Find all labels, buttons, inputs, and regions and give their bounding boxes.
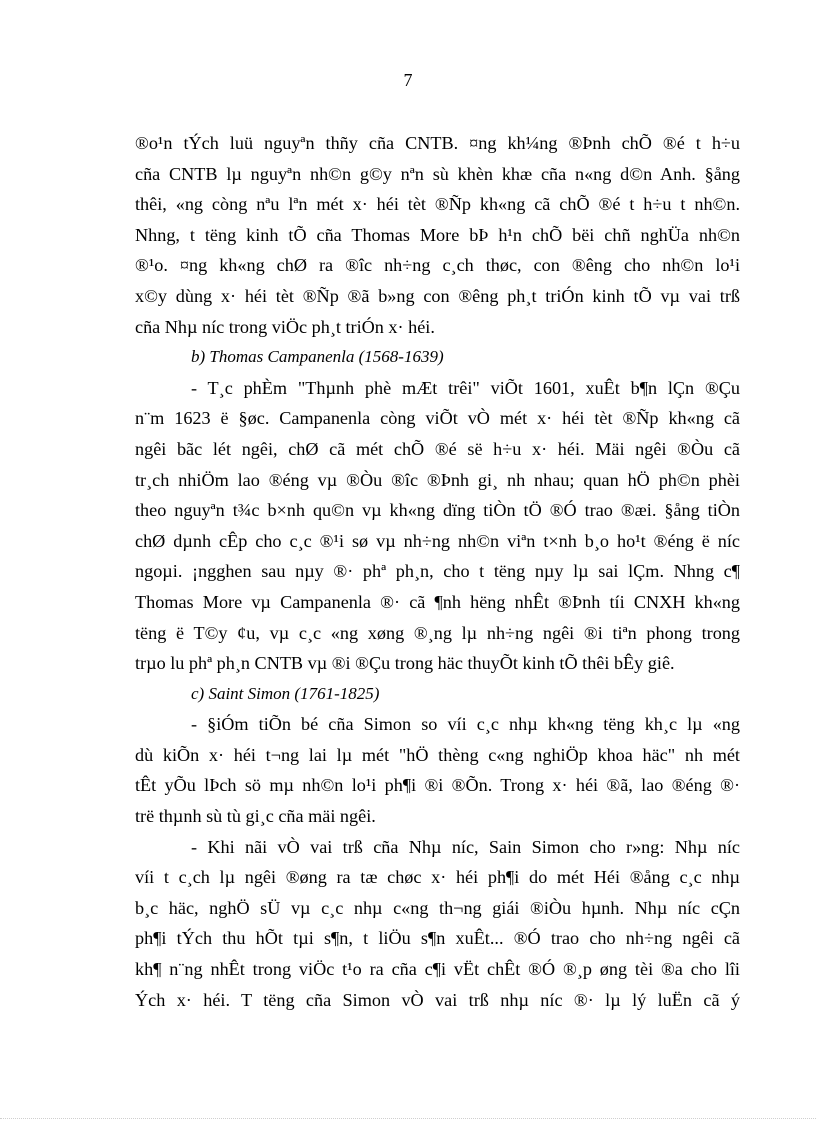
text-line: víi t c¸ch lµ ngêi ®øng ra tæ chøc x· héi ph¶i do mét Héi ®ång c¸c nhµ — [135, 867, 740, 888]
text-line: - §iÓm tiÕn bé cña Simon so víi c¸c nhµ kh«ng tëng kh¸c lµ «ng — [191, 714, 740, 735]
section-heading: b) Thomas Campanenla (1568-1639) — [191, 347, 444, 367]
text-line: chØ dµnh cÊp cho c¸c ®¹i sø vµ nh÷ng nh©n viªn t×nh b¸o ho¹t ®éng ë níc — [135, 530, 740, 551]
page-body — [135, 128, 740, 1015]
text-line: trµo lu phª ph¸n CNTB vµ ®i ®Çu trong häc thuyÕt kinh tÕ thêi bÊy giê. — [135, 653, 675, 674]
text-line: tëng ë T©y ¢u, vµ c¸c «ng xøng ®¸ng lµ nh÷ng ngêi ®i tiªn phong trong — [135, 622, 740, 643]
text-line: cña CNTB lµ nguyªn nh©n g©y nªn sù khèn khæ cña n«ng d©n Anh. §ång — [135, 163, 740, 184]
section-heading: c) Saint Simon (1761-1825) — [191, 683, 380, 703]
text-line: - Khi nãi vÒ vai trß cña Nhµ níc, Sain Simon cho r»ng: Nhµ níc — [191, 836, 740, 857]
text-line: tÊt yÕu lÞch sö mµ nh©n lo¹i ph¶i ®i ®Õn. Trong x· héi ®ã, lao ®éng ®· — [135, 775, 740, 796]
page-bottom-edge — [0, 1118, 816, 1119]
text-line: ph¶i tÝch thu hÕt tµi s¶n, t liÖu s¶n xuÊt... ®Ó trao cho nh÷ng ngêi cã — [135, 928, 740, 949]
text-line: cña Nhµ níc trong viÖc ph¸t triÓn x· héi. — [135, 316, 435, 337]
text-line: ngêi bãc lét ngêi, chØ cã mét chÕ ®é së h÷u x· héi. Mäi ngêi ®Òu cã — [135, 438, 740, 459]
text-line: Thomas More vµ Campanenla ®· cã ¶nh hëng nhÊt ®Þnh tíi CNXH kh«ng — [135, 591, 740, 612]
text-line: dù kiÕn x· héi t¬ng lai lµ mét "hÖ thèng c«ng nghiÖp khoa häc" nh mét — [135, 744, 740, 765]
text-line: ngoµi. ¡ngghen sau nµy ®· phª ph¸n, cho t tëng nµy lµ sai lÇm. Nhng c¶ — [135, 561, 740, 582]
text-line: thêi, «ng còng nªu lªn mét x· héi tèt ®Ñp kh«ng cã chÕ ®é t h÷u t nh©n. — [135, 194, 740, 215]
text-line: trë thµnh sù tù gi¸c cña mäi ngêi. — [135, 806, 376, 827]
text-line: b¸c häc, nghÖ sÜ vµ c¸c nhµ c«ng th¬ng giái ®iÒu hµnh. Nhµ níc cÇn — [135, 897, 740, 918]
text-line: Ých x· héi. T tëng cña Simon vÒ vai trß nhµ níc ®· lµ lý luËn cã ý — [135, 989, 740, 1010]
text-line: - T¸c phÈm "Thµnh phè mÆt trêi" viÕt 1601, xuÊt b¶n lÇn ®Çu — [191, 377, 740, 398]
page-number: 7 — [403, 70, 413, 90]
text-line: kh¶ n¨ng nhÊt trong viÖc t¹o ra cña c¶i vËt chÊt ®Ó ®¸p øng tèi ®a cho lîi — [135, 959, 740, 980]
text-line: ®¹o. ¤ng kh«ng chØ ra ®îc nh÷ng c¸ch thøc, con ®êng cho nh©n lo¹i — [135, 255, 740, 276]
text-line: theo nguyªn t¾c b×nh qu©n vµ kh«ng dïng tiÒn tÖ ®Ó trao ®æi. §ång tiÒn — [135, 500, 740, 521]
text-line: x©y dùng x· héi tèt ®Ñp ®ã b»ng con ®êng ph¸t triÓn kinh tÕ vµ vai trß — [135, 285, 740, 306]
text-line: ®o¹n tÝch luü nguyªn thñy cña CNTB. ¤ng kh¼ng ®Þnh chÕ ®é t h÷u — [135, 133, 740, 153]
text-line: tr¸ch nhiÖm lao ®éng vµ ®Òu ®îc ®Þnh gi¸ nh nhau; quan hÖ ph©n phèi — [135, 469, 740, 490]
text-line: Nhng, t tëng kinh tÕ cña Thomas More bÞ h¹n chÕ bëi chñ nghÜa nh©n — [135, 224, 740, 245]
text-line: n¨m 1623 ë §øc. Campanenla còng viÕt vÒ mét x· héi tèt ®Ñp kh«ng cã — [135, 408, 740, 429]
